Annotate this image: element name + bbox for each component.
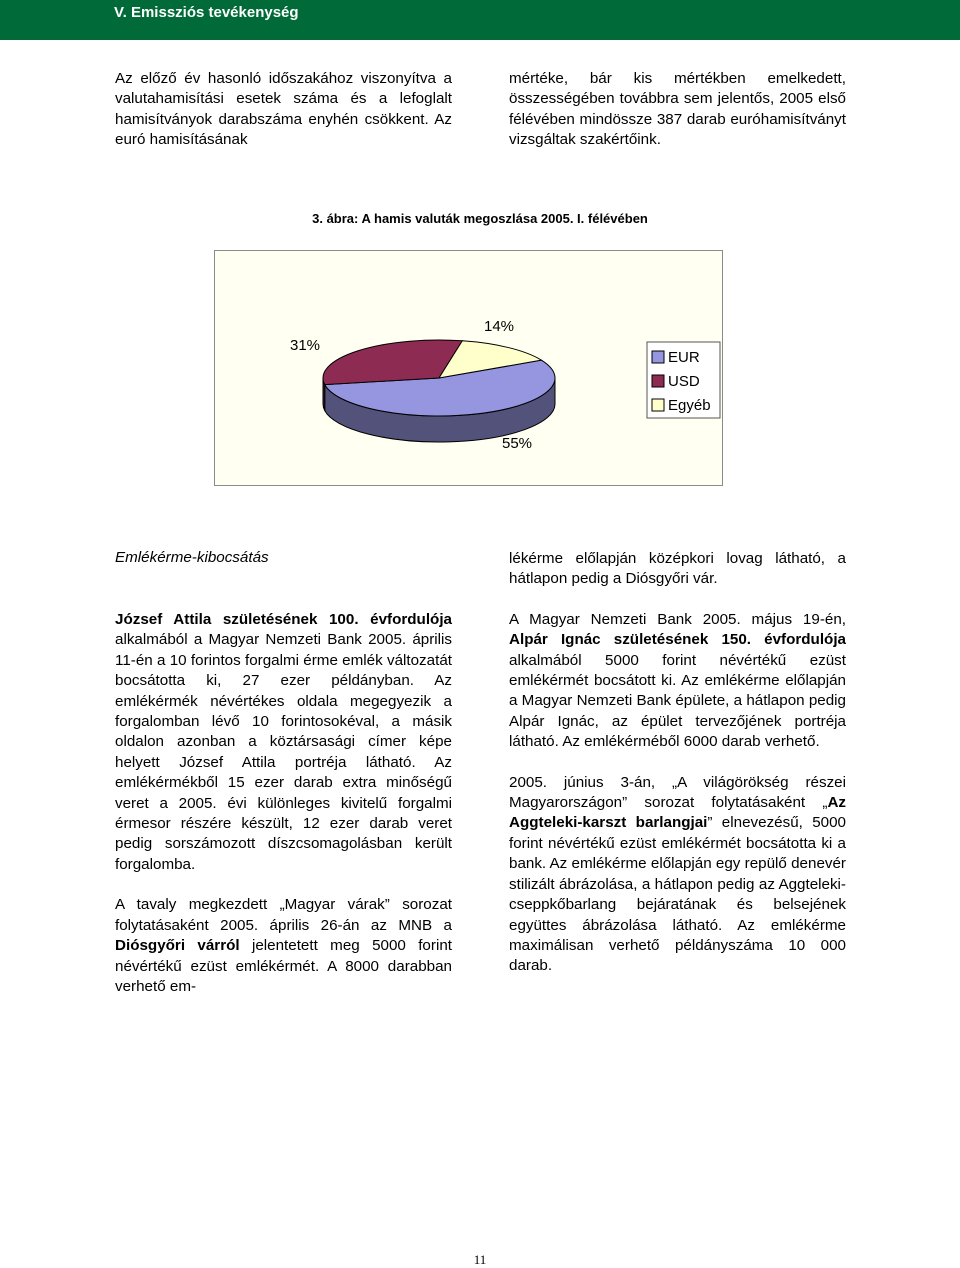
- bold-phrase: Alpár Ignác születésének 150. évfordulója: [509, 631, 846, 649]
- text-run: alkalmából a Magyar Nemzeti Bank 2005. április 11-én a 10 forintos forgalmi érme emlék változatát bocsátotta ki, 27 ezer példányban. Az emlékérmék névértékes oldala megegyezik a forgalomban lévő 10 forintosokéval, a másik oldalon azonban a köztársasági címer képe helyett József Attila portréja látható. Az emlékérmékből 15 ezer darab extra minőségű veret a 2005. évi különleges kivitelű forgalmi érmesor részére készült, 12 ezer darab veret pedig sorszámozott díszcsomagolásban került forgalomba.: [115, 631, 452, 873]
- intro-left-text: Az előző év hasonló időszakához viszonyítva a valutahamisítási esetek száma és a lefoglalt hamisítványok darabszáma enyhén csökkent. Az euró hamisításának: [115, 70, 452, 149]
- right-paragraph-2: [509, 773, 846, 977]
- intro-right-column: [509, 69, 846, 151]
- legend-label-egyéb: Egyéb: [668, 397, 711, 414]
- chart-legend: [647, 342, 720, 418]
- data-label-usd: 31%: [289, 337, 321, 354]
- text-run: alkalmából 5000 forint névértékű ezüst emlékérmét bocsátott ki. Az emlékérme előlapján a Magyar Nemzeti Bank épülete, a hátlapon pedig Alpár Ignác, az épület tervezőjének portréja látható. Az emlékérméből 6000 darab verhető.: [509, 651, 846, 751]
- right-paragraph-1: [509, 610, 846, 753]
- bold-phrase: József Attila születésének 100. évfordulója: [115, 611, 452, 628]
- legend-swatch-usd: [652, 375, 664, 387]
- figure-caption: 3. ábra: A hamis valuták megoszlása 2005. I. félévében: [312, 211, 648, 226]
- text-run: jelentetett meg 5000 forint névértékű ezüst emlékérmét. A 8000 darabban verhető em-: [115, 937, 452, 995]
- data-label-egyéb: 14%: [483, 318, 515, 335]
- text-run: 2005. június 3-án, „A világörökség részei Magyarországon” sorozat folytatásaként „: [509, 773, 846, 812]
- section-title: V. Emissziós tevékenység: [114, 4, 299, 21]
- right-column: [509, 549, 846, 977]
- bold-phrase: Az Aggteleki-karszt barlangjai: [509, 794, 846, 832]
- legend-swatch-egyéb: [652, 399, 664, 411]
- bold-phrase: Diósgyőri várról: [115, 937, 240, 955]
- page-number: 11: [473, 1252, 487, 1267]
- left-paragraph-2: [115, 895, 452, 997]
- pie-chart: [215, 251, 722, 485]
- left-paragraph-1: [115, 610, 452, 875]
- intro-right-text: mértéke, bár kis mértékben emelkedett, összességében továbbra sem jelentős, 2005 első félévében mindössze 387 darab euróhamisítványt vizsgáltak szakértőink.: [509, 70, 846, 149]
- data-label-eur: 55%: [501, 435, 533, 452]
- pie-chart-frame: [214, 250, 723, 486]
- left-column: [115, 610, 452, 997]
- text-run: ” elnevezésű, 5000 forint névértékű ezüst emlékérmét bocsátotta ki a bank. Az emlékérme előlapján egy repülő denevér stilizált ábrázolása, a hátlapon pedig az Aggteleki-cseppkőbarlang bejáratának és belsejének együttes ábrázolása látható. Az emlékérme maximálisan verhető példányszáma 10 000 darab.: [509, 814, 846, 975]
- legend-label-eur: EUR: [668, 349, 700, 366]
- legend-swatch-eur: [652, 351, 664, 363]
- section-header-bar: [0, 0, 960, 40]
- right-paragraph-0: lékérme előlapján középkori lovag látható, a hátlapon pedig a Diósgyőri vár.: [509, 550, 846, 588]
- section-heading: Emlékérme-kibocsátás: [115, 549, 269, 566]
- text-run: A Magyar Nemzeti Bank 2005. május 19-én,: [509, 610, 846, 628]
- intro-left-column: [115, 69, 452, 151]
- legend-label-usd: USD: [668, 373, 700, 390]
- text-run: A tavaly megkezdett „Magyar várak” sorozat folytatásaként 2005. április 26-án az MNB a: [115, 896, 452, 934]
